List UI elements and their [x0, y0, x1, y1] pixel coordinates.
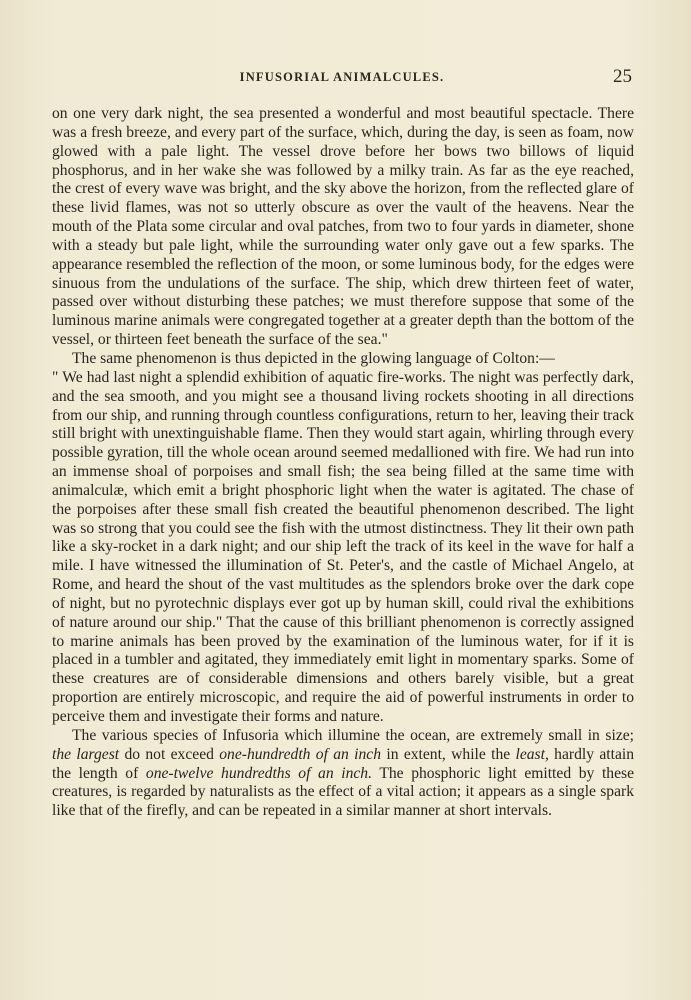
text-segment: hardly attain the length of [52, 745, 634, 782]
italic-phrase: one-hundredth of an inch [219, 745, 382, 763]
running-head [52, 66, 632, 88]
text-segment: in extent, while the [381, 745, 516, 763]
body-text [52, 105, 634, 821]
page-number: 25 [613, 66, 632, 87]
italic-phrase: one-twelve hundredths of an inch. [145, 764, 372, 782]
paragraph-colton-intro: The same phenomenon is thus depicted in the glowing language of Colton:— [72, 349, 555, 367]
text-segment: The phosphoric light emitted by these creatures, is regarded by naturalists as the effect of a vital action; it appears as a single spark like that of the firefly, and can be repeated in a similar manner at short intervals. [52, 764, 634, 820]
paragraph-colton-quote: " We had last night a splendid exhibition of aquatic fire-works. The night was perfectly dark, and the sea smooth, and you might see a thousand living rockets shooting in all directions from our ship, and running through countless configurations, return to her, leaving their track still bright with unextinguishable flame. Then they would start again, whirling through every possible gyration, till the whole ocean around seemed medallioned with fire. We had run into an immense shoal of porpoises and small fish; the sea being filled at the same time with animalculæ, which emit a bright phosphoric light when the water is agitated. The chase of the porpoises after these small fish created the beautiful phenomenon described. The light was so strong that you could see the fish with the utmost distinctness. They lit their own path like a sky-rocket in a dark night; and our ship left the track of its keel in the wave for half a mile. I have witnessed the illumination of St. Peter's, and the castle of Michael Angelo, at Rome, and heard the shout of the vast multitudes as the splendors broke over the dark cope of night, but no pyrotechnic displays ever got up by human skill, could rival the exhibitions of nature around our ship." That the cause of this brilliant phenomenon is correctly assigned to marine animals has been proved by the examination of the luminous water, for if it is placed in a tumbler and agitated, they immediately emit light in momentary sparks. Some of these creatures are of considerable dimensions and others barely visible, but a great proportion are entirely microscopic, and require the aid of powerful instruments in order to perceive them and investigate their forms and nature. [52, 368, 634, 725]
paragraph-darwin-continuation: on one very dark night, the sea presented a wonderful and most beautiful spectacle. There was a fresh breeze, and every part of the surface, which, during the day, is seen as foam, now glowed with a pale light. The vessel drove before her bows two billows of liquid phosphorus, and in her wake she was followed by a milky train. As far as the eye reached, the crest of every wave was bright, and the sky above the horizon, from the reflected glare of these livid flames, was not so utterly obscure as over the vault of the heavens. Near the mouth of the Plata some circular and oval patches, from two to four yards in diameter, shone with a steady but pale light, while the surrounding water only gave out a few sparks. The appearance resembled the reflection of the moon, or some luminous body, for the edges were sinuous from the undulations of the surface. The ship, which drew thirteen feet of water, passed over without disturbing these patches; we must therefore suppose that some of the luminous marine animals were congregated together at a greater depth than the bottom of the vessel, or thirteen feet beneath the surface of the sea." [52, 105, 634, 349]
paragraph-infusoria-size [52, 727, 634, 821]
running-title: INFUSORIAL ANIMALCULES. [239, 70, 445, 84]
italic-phrase: the largest [52, 745, 120, 763]
italic-phrase: least, [515, 745, 549, 763]
text-segment: do not exceed [119, 745, 220, 763]
text-segment: The various species of Infusoria which illumine the ocean, are extremely small in size; [72, 726, 634, 744]
